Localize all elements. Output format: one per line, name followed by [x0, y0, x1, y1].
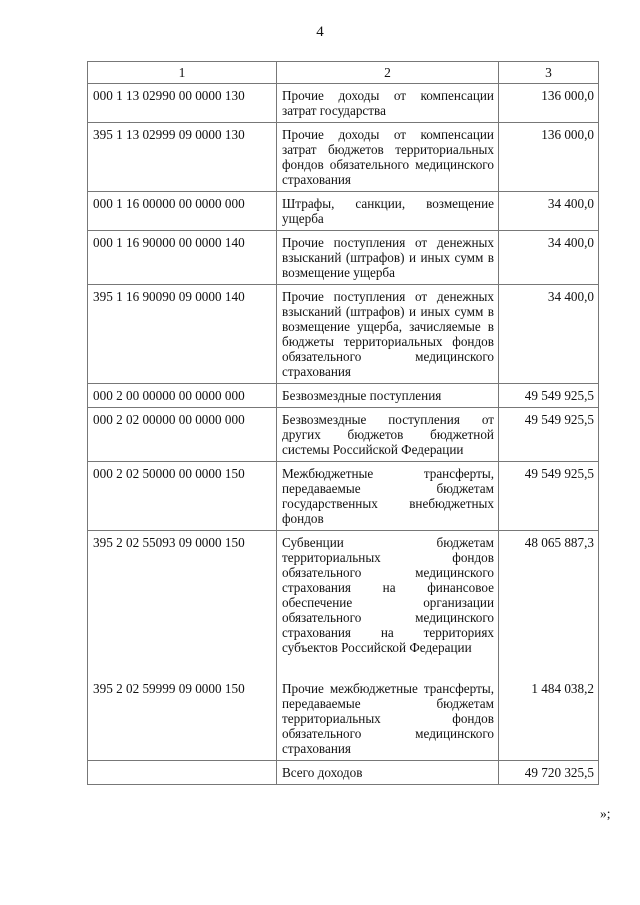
- table-body: [88, 84, 599, 785]
- row-amount: 34 400,0: [499, 231, 599, 285]
- row-code: 000 1 16 00000 00 0000 000: [88, 192, 277, 231]
- total-code: [88, 761, 277, 785]
- row-name: Безвозмездные поступления от других бюджетов бюджетной системы Российской Федерации: [277, 408, 499, 462]
- header-col-3: 3: [499, 62, 599, 84]
- row-amount: 136 000,0: [499, 123, 599, 192]
- table-row: [88, 231, 599, 285]
- row-name: Прочие межбюджетные трансферты, передаваемые бюджетам территориальных фондов обязательного медицинского страхования: [277, 659, 499, 761]
- row-amount: 34 400,0: [499, 285, 599, 384]
- table-row: [88, 659, 599, 761]
- table-row: [88, 84, 599, 123]
- row-amount: 34 400,0: [499, 192, 599, 231]
- row-amount: 49 549 925,5: [499, 384, 599, 408]
- table-header: [88, 62, 599, 84]
- row-amount: 1 484 038,2: [499, 659, 599, 761]
- header-col-1: 1: [88, 62, 277, 84]
- header-col-2: 2: [277, 62, 499, 84]
- row-name: Прочие поступления от денежных взысканий (штрафов) и иных сумм в возмещение ущерба, зачисляемые в бюджеты территориальных фондов обязательного медицинского страхования: [277, 285, 499, 384]
- page-number: 4: [316, 24, 324, 40]
- row-code: 000 2 02 50000 00 0000 150: [88, 462, 277, 531]
- row-amount: 136 000,0: [499, 84, 599, 123]
- row-code: 395 2 02 55093 09 0000 150: [88, 531, 277, 660]
- row-name: Прочие доходы от компенсации затрат бюджетов территориальных фондов обязательного медицинского страхования: [277, 123, 499, 192]
- total-amount: 49 720 325,5: [499, 761, 599, 785]
- closing-quote-mark: »;: [600, 806, 611, 821]
- row-code: 395 2 02 59999 09 0000 150: [88, 659, 277, 761]
- row-code: 000 2 02 00000 00 0000 000: [88, 408, 277, 462]
- row-name: Безвозмездные поступления: [277, 384, 499, 408]
- table-row: [88, 192, 599, 231]
- row-code: 000 1 16 90000 00 0000 140: [88, 231, 277, 285]
- row-name: Штрафы, санкции, возмещение ущерба: [277, 192, 499, 231]
- table-row: [88, 462, 599, 531]
- revenue-table: [87, 61, 599, 785]
- row-code: 000 1 13 02990 00 0000 130: [88, 84, 277, 123]
- table-row: [88, 408, 599, 462]
- table-row: [88, 123, 599, 192]
- table-row: [88, 531, 599, 660]
- total-label: Всего доходов: [277, 761, 499, 785]
- header-row: [88, 62, 599, 84]
- row-name: Субвенции бюджетам территориальных фондов обязательного медицинского страхования на финансовое обеспечение организации обязательного медицинского страхования на территориях субъектов Российской Федерации: [277, 531, 499, 660]
- total-row: [88, 761, 599, 785]
- row-code: 000 2 00 00000 00 0000 000: [88, 384, 277, 408]
- row-amount: 48 065 887,3: [499, 531, 599, 660]
- row-name: Прочие доходы от компенсации затрат государства: [277, 84, 499, 123]
- table-row: [88, 384, 599, 408]
- table-row: [88, 285, 599, 384]
- row-amount: 49 549 925,5: [499, 462, 599, 531]
- row-name: Прочие поступления от денежных взысканий (штрафов) и иных сумм в возмещение ущерба: [277, 231, 499, 285]
- row-code: 395 1 16 90090 09 0000 140: [88, 285, 277, 384]
- row-amount: 49 549 925,5: [499, 408, 599, 462]
- row-code: 395 1 13 02999 09 0000 130: [88, 123, 277, 192]
- row-name: Межбюджетные трансферты, передаваемые бюджетам государственных внебюджетных фондов: [277, 462, 499, 531]
